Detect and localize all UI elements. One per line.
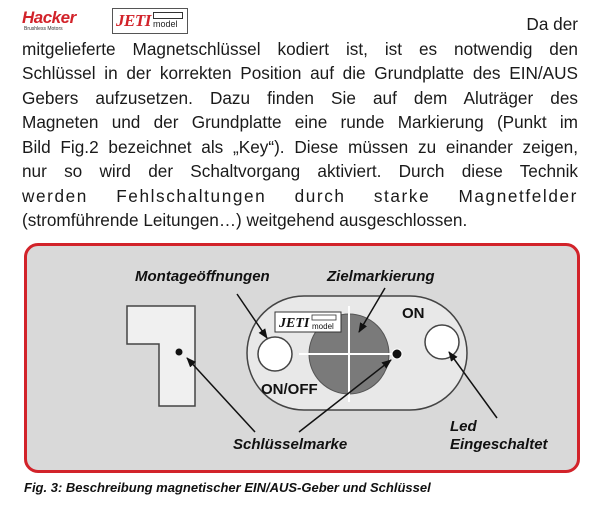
text-line: Da der — [526, 14, 578, 34]
text-line: Gebers aufzusetzen. Dazu finden Sie auf dem Aluträger des — [22, 87, 578, 108]
text-line: werden Fehlschaltungen durch starke Magnetfelder — [22, 185, 578, 206]
magnet-key-shape — [127, 306, 195, 406]
figure-caption: Fig. 3: Beschreibung magnetischer EIN/AUS-Geber und Schlüssel — [24, 480, 431, 495]
label-schluesselmarke: Schlüsselmarke — [233, 436, 348, 453]
switch-brand-subtext: model — [312, 322, 334, 331]
body-paragraph — [22, 12, 578, 233]
text-line: nur so wird der Schaltvorgang aktiviert. Durch diese Technik — [22, 161, 578, 181]
mounting-hole-left — [258, 337, 292, 371]
hacker-logo: Hacker — [22, 8, 76, 27]
label-zielmarkierung: Zielmarkierung — [327, 268, 435, 285]
text-line: mitgelieferte Magnetschlüssel kodiert ist, ist es notwendig den — [22, 38, 578, 59]
switch-on-text: ON — [402, 305, 425, 322]
label-led: Led — [450, 418, 477, 435]
label-montageoeffnungen: Montageöffnungen — [135, 268, 270, 285]
led-hole-right — [425, 325, 459, 359]
hacker-logo-subtitle: Brushless Motors — [24, 26, 63, 32]
text-line: Schlüssel in der korrekten Position auf die Grundplatte des EIN/AUS — [22, 63, 578, 83]
key-marker-dot — [176, 349, 183, 356]
text-line: (stromführende Leitungen…) weitgehend ausgeschlossen. — [22, 210, 468, 230]
jeti-logo-text: JETI — [116, 11, 151, 30]
switch-onoff-text: ON/OFF — [261, 381, 318, 398]
figure-frame — [24, 243, 580, 473]
text-line: Bild Fig.2 bezeichnet als „Key“). Diese müssen zu einander zeigen, — [22, 136, 578, 157]
target-marker-dot — [392, 349, 402, 359]
jeti-logo-subtext: model — [153, 19, 178, 29]
switch-brand-text: JETI — [279, 316, 310, 331]
arrow-key-marker — [187, 358, 255, 432]
text-line: Magneten und der Grundplatte eine runde Markierung (Punkt im — [22, 112, 578, 132]
label-eingeschaltet: Eingeschaltet — [450, 436, 548, 453]
